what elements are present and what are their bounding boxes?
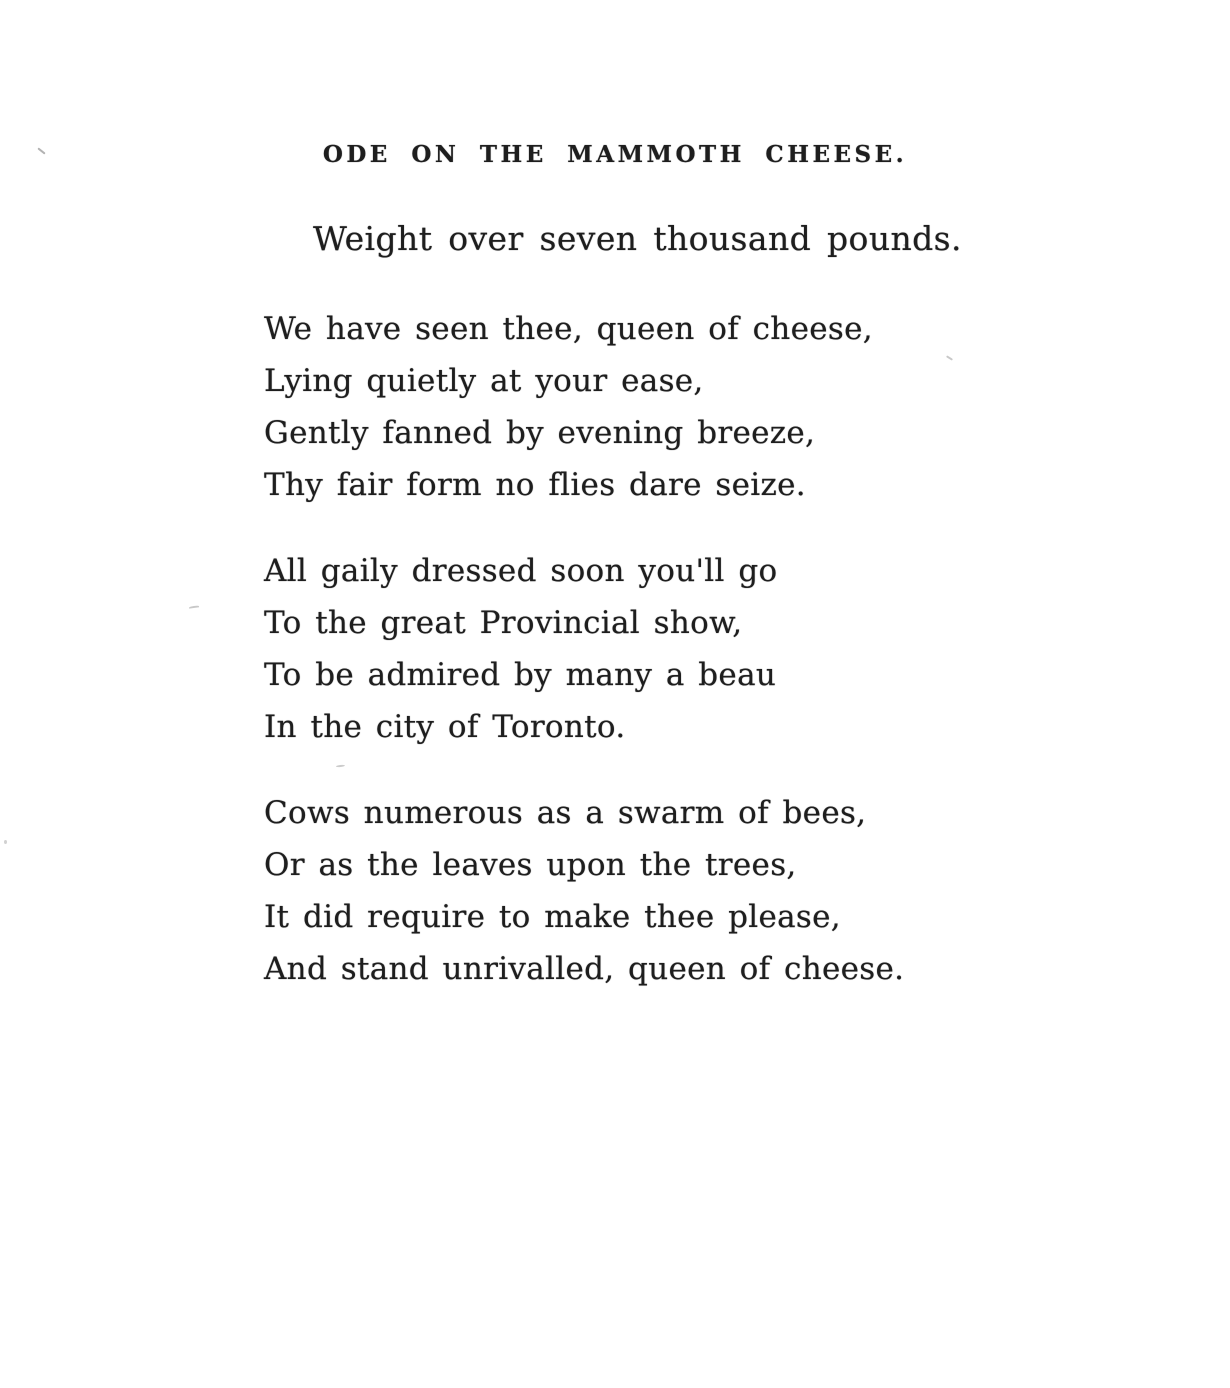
poem-line: Lying quietly at your ease, <box>264 363 704 399</box>
poem-line: All gaily dressed soon you'll go <box>264 553 778 589</box>
poem-line: It did require to make thee please, <box>264 899 841 935</box>
poem-line: We have seen thee, queen of cheese, <box>264 311 873 347</box>
poem-line: To be admired by many a beau <box>264 657 777 693</box>
poem-line: Or as the leaves upon the trees, <box>264 847 797 883</box>
scan-artifact <box>4 840 7 844</box>
poem-subtitle: Weight over seven thousand pounds. <box>313 219 962 258</box>
scan-artifact <box>946 355 953 360</box>
stanza <box>264 545 904 753</box>
poem-body <box>264 303 904 1029</box>
scan-artifact <box>189 605 199 608</box>
poem-title: ODE ON THE MAMMOTH CHEESE. <box>322 141 908 168</box>
poem-line: In the city of Toronto. <box>264 709 626 745</box>
poem-line: Thy fair form no flies dare seize. <box>264 467 806 503</box>
poem-line: To the great Provincial show, <box>264 605 743 641</box>
stanza <box>264 787 904 995</box>
stanza <box>264 303 904 511</box>
poem-line: And stand unrivalled, queen of cheese. <box>264 951 905 987</box>
poem-line: Cows numerous as a swarm of bees, <box>264 795 867 831</box>
poem-line: Gently fanned by evening breeze, <box>264 415 816 451</box>
